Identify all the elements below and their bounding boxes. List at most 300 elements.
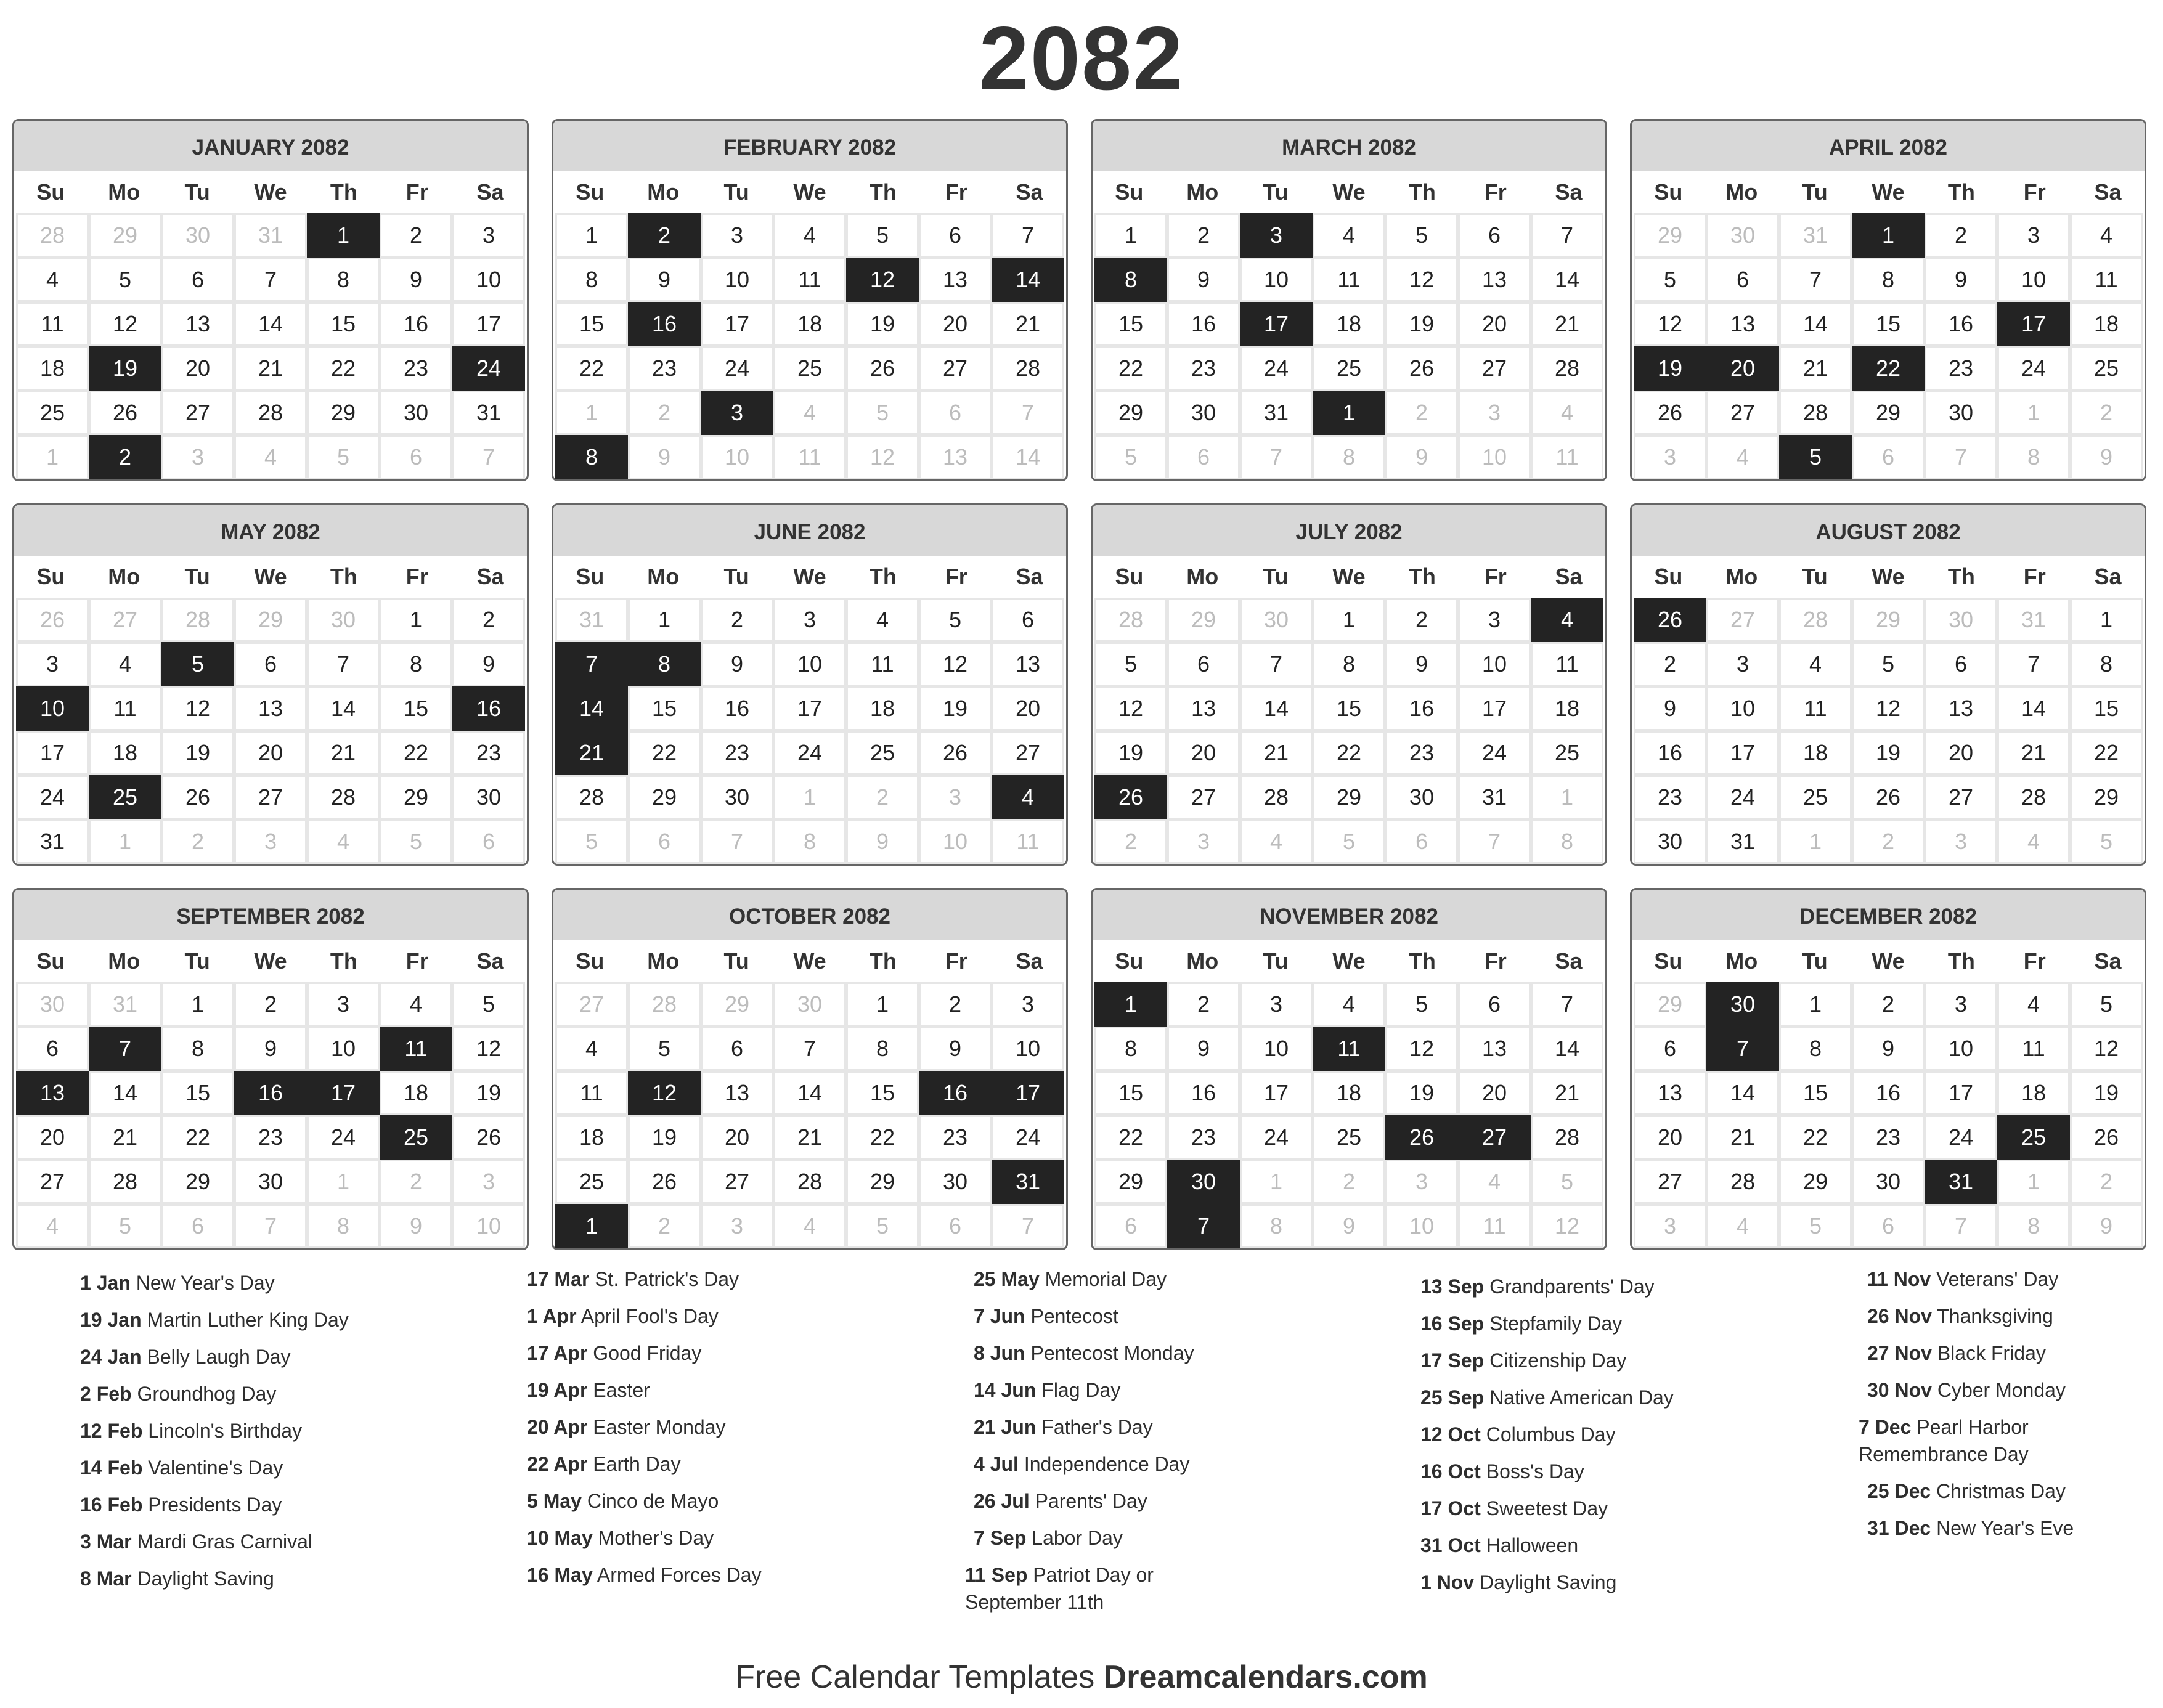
day-cell: 12 [1852, 686, 1925, 731]
day-cell: 10 [992, 1027, 1064, 1071]
day-cell: 28 [1779, 598, 1852, 642]
weekday-label: Su [1654, 564, 1683, 589]
day-cell: 3 [1634, 435, 1706, 479]
holiday-item [974, 1335, 1405, 1372]
weekday-label: Fr [945, 179, 967, 205]
holiday-date: 17 Mar [527, 1268, 590, 1290]
day-cell: 27 [1458, 346, 1531, 391]
day-cell: 24 [1925, 1115, 1997, 1160]
weekday-label: Tu [1263, 564, 1289, 589]
weekday-label: Th [1408, 948, 1436, 974]
day-cell: 28 [992, 346, 1064, 391]
day-cell: 9 [380, 1204, 452, 1248]
holiday-date: 12 Feb [80, 1420, 143, 1442]
day-cell: 13 [161, 302, 234, 346]
day-cell: 14 [1240, 686, 1313, 731]
holiday-item [1420, 1305, 1852, 1342]
day-cell: 4 [16, 1204, 89, 1248]
holiday-day-cell: 30 [1167, 1160, 1240, 1204]
day-cell: 3 [1925, 819, 1997, 864]
day-cell: 22 [555, 346, 628, 391]
weekday-header-row [553, 171, 1066, 213]
weekday-label: Mo [1725, 948, 1758, 974]
day-cell: 30 [16, 982, 89, 1027]
holiday-date: 25 Sep [1420, 1386, 1485, 1409]
holiday-item [80, 1375, 511, 1412]
day-cell: 5 [307, 435, 380, 479]
day-cell: 20 [1167, 731, 1240, 775]
weekday-label: Fr [2023, 564, 2046, 589]
month-title: FEBRUARY 2082 [553, 121, 1066, 171]
day-cell: 8 [1094, 1027, 1167, 1071]
weekday-label: Tu [184, 948, 210, 974]
holiday-day-cell: 3 [1240, 213, 1313, 258]
weekday-label: We [793, 564, 826, 589]
weekday-label: Th [1947, 948, 1975, 974]
weekday-label: We [254, 179, 287, 205]
holiday-name: Cyber Monday [1937, 1379, 2066, 1401]
holiday-name: Parents' Day [1035, 1490, 1147, 1512]
weekday-label: Fr [2023, 179, 2046, 205]
month-card [12, 888, 529, 1250]
weekday-label: We [1332, 179, 1366, 205]
weekday-label: Sa [476, 179, 504, 205]
holiday-item [527, 1482, 958, 1519]
holiday-day-cell: 11 [1313, 1027, 1385, 1071]
day-cell: 2 [919, 982, 992, 1027]
day-cell: 6 [919, 213, 992, 258]
footer-site-link[interactable]: Dreamcalendars.com [1103, 1659, 1428, 1695]
day-cell: 17 [1240, 1071, 1313, 1115]
day-cell: 30 [701, 775, 773, 819]
day-cell: 8 [1313, 435, 1385, 479]
holiday-day-cell: 30 [1706, 982, 1779, 1027]
day-cell: 5 [1385, 213, 1458, 258]
holiday-name: Citizenship Day [1489, 1349, 1627, 1372]
day-cell: 28 [555, 775, 628, 819]
day-cell: 18 [773, 302, 846, 346]
day-cell: 14 [1779, 302, 1852, 346]
holiday-name: Memorial Day [1045, 1268, 1167, 1290]
day-cell: 15 [1852, 302, 1925, 346]
holiday-name: Boss's Day [1486, 1460, 1584, 1482]
weekday-label: Fr [2023, 948, 2046, 974]
day-cell: 20 [1925, 731, 1997, 775]
day-cell: 3 [1385, 1160, 1458, 1204]
day-cell: 8 [1531, 819, 1603, 864]
day-cell: 6 [234, 642, 307, 686]
day-cell: 27 [1167, 775, 1240, 819]
weekday-label: Tu [184, 564, 210, 589]
weekday-label: Su [36, 948, 65, 974]
day-cell: 30 [1634, 819, 1706, 864]
day-cell: 19 [452, 1071, 525, 1115]
holiday-day-cell: 11 [380, 1027, 452, 1071]
holiday-item [527, 1446, 958, 1482]
holiday-name: Mardi Gras Carnival [137, 1531, 312, 1553]
day-cell: 7 [1925, 1204, 1997, 1248]
holiday-date: 21 Jun [974, 1416, 1037, 1438]
day-cell: 22 [1094, 1115, 1167, 1160]
day-cell: 7 [773, 1027, 846, 1071]
weekday-label: Tu [723, 564, 749, 589]
holiday-date: 16 Sep [1420, 1312, 1485, 1335]
weekday-label: Th [1408, 564, 1436, 589]
day-cell: 21 [773, 1115, 846, 1160]
weekday-label: Tu [184, 179, 210, 205]
weekday-label: Mo [108, 179, 141, 205]
month-card [1091, 888, 1607, 1250]
holiday-day-cell: 1 [1313, 391, 1385, 435]
day-cell: 10 [1240, 258, 1313, 302]
day-cell: 17 [1706, 731, 1779, 775]
day-cell: 16 [1634, 731, 1706, 775]
holiday-day-cell: 17 [992, 1071, 1064, 1115]
day-cell: 25 [773, 346, 846, 391]
weekday-label: Sa [2094, 948, 2122, 974]
holiday-item [1867, 1510, 2163, 1547]
weekday-label: Fr [1484, 564, 1507, 589]
holiday-day-cell: 26 [1385, 1115, 1458, 1160]
day-cell: 1 [1094, 213, 1167, 258]
day-cell: 22 [380, 731, 452, 775]
holiday-name: Labor Day [1032, 1527, 1123, 1549]
day-cell: 31 [1240, 391, 1313, 435]
weekday-label: Sa [1555, 179, 1583, 205]
holiday-item [1420, 1564, 1852, 1601]
day-cell: 21 [234, 346, 307, 391]
day-cell: 22 [161, 1115, 234, 1160]
day-cell: 7 [234, 258, 307, 302]
holiday-day-cell: 7 [1167, 1204, 1240, 1248]
day-cell: 10 [919, 819, 992, 864]
holiday-date: 16 May [527, 1564, 593, 1586]
day-cell: 27 [89, 598, 161, 642]
day-cell: 9 [1634, 686, 1706, 731]
weekday-label: Mo [108, 564, 141, 589]
day-cell: 29 [161, 1160, 234, 1204]
day-cell: 6 [919, 391, 992, 435]
holiday-day-cell: 25 [1997, 1115, 2070, 1160]
day-cell: 3 [701, 213, 773, 258]
holiday-item [527, 1409, 958, 1446]
day-cell: 28 [1240, 775, 1313, 819]
day-cell: 24 [16, 775, 89, 819]
day-cell: 15 [380, 686, 452, 731]
day-cell: 9 [1167, 258, 1240, 302]
day-cell: 31 [16, 819, 89, 864]
holiday-day-cell: 1 [1852, 213, 1925, 258]
day-cell: 15 [1779, 1071, 1852, 1115]
day-cell: 5 [1634, 258, 1706, 302]
day-cell: 22 [628, 731, 701, 775]
holiday-date: 12 Oct [1420, 1423, 1481, 1446]
holiday-date: 14 Jun [974, 1379, 1037, 1401]
month-card [1091, 119, 1607, 481]
holiday-date: 19 Apr [527, 1379, 588, 1401]
weekday-label: Tu [723, 948, 749, 974]
weekday-label: Mo [1186, 564, 1219, 589]
holiday-item [974, 1261, 1405, 1298]
weekday-label: Th [330, 564, 357, 589]
weekday-label: Su [1654, 179, 1683, 205]
day-cell: 4 [773, 391, 846, 435]
holiday-date: 13 Sep [1420, 1275, 1485, 1298]
weekday-label: Sa [1555, 948, 1583, 974]
day-cell: 28 [1094, 598, 1167, 642]
day-cell: 30 [1385, 775, 1458, 819]
day-cell: 1 [380, 598, 452, 642]
day-cell: 13 [992, 642, 1064, 686]
month-card [1630, 888, 2146, 1250]
day-cell: 18 [1997, 1071, 2070, 1115]
holiday-name: Belly Laugh Day [147, 1346, 291, 1368]
weekday-label: Fr [1484, 948, 1507, 974]
weekday-label: Su [36, 179, 65, 205]
day-cell: 9 [380, 258, 452, 302]
day-cell: 18 [1313, 1071, 1385, 1115]
day-cell: 11 [555, 1071, 628, 1115]
day-cell: 12 [1385, 258, 1458, 302]
weekday-label: Sa [1016, 179, 1043, 205]
holiday-day-cell: 1 [555, 1204, 628, 1248]
day-cell: 4 [89, 642, 161, 686]
day-cell: 10 [1458, 435, 1531, 479]
weekday-header-row [1632, 171, 2145, 213]
day-cell: 10 [701, 435, 773, 479]
month-title: DECEMBER 2082 [1632, 890, 2145, 940]
day-cell: 11 [1458, 1204, 1531, 1248]
day-cell: 10 [452, 1204, 525, 1248]
weekday-label: Tu [723, 179, 749, 205]
month-title: JUNE 2082 [553, 505, 1066, 556]
weekday-label: Mo [1186, 948, 1219, 974]
holiday-day-cell: 10 [16, 686, 89, 731]
day-cell: 31 [1706, 819, 1779, 864]
holiday-day-cell: 17 [1997, 302, 2070, 346]
day-cell: 24 [1706, 775, 1779, 819]
day-cell: 3 [1458, 391, 1531, 435]
day-cell: 23 [1167, 1115, 1240, 1160]
day-grid [14, 598, 527, 864]
day-cell: 30 [919, 1160, 992, 1204]
holiday-day-cell: 8 [628, 642, 701, 686]
day-cell: 8 [1997, 1204, 2070, 1248]
holiday-day-cell: 24 [452, 346, 525, 391]
day-cell: 11 [773, 435, 846, 479]
day-cell: 29 [628, 775, 701, 819]
day-cell: 19 [1852, 731, 1925, 775]
weekday-label: Tu [1802, 179, 1828, 205]
day-cell: 28 [1531, 1115, 1603, 1160]
day-cell: 18 [380, 1071, 452, 1115]
month-title: SEPTEMBER 2082 [14, 890, 527, 940]
day-cell: 7 [1240, 642, 1313, 686]
holiday-date: 31 Dec [1867, 1517, 1931, 1539]
day-cell: 6 [992, 598, 1064, 642]
day-grid [1093, 213, 1605, 479]
weekday-label: Su [1115, 948, 1144, 974]
day-grid [14, 982, 527, 1248]
day-cell: 8 [307, 258, 380, 302]
day-cell: 15 [1313, 686, 1385, 731]
day-cell: 2 [380, 1160, 452, 1204]
month-title: JULY 2082 [1093, 505, 1605, 556]
day-cell: 19 [846, 302, 919, 346]
day-cell: 13 [919, 435, 992, 479]
day-cell: 17 [1925, 1071, 1997, 1115]
day-cell: 9 [234, 1027, 307, 1071]
holiday-date: 3 Mar [80, 1531, 132, 1553]
day-cell: 7 [1531, 213, 1603, 258]
holiday-day-cell: 12 [846, 258, 919, 302]
day-cell: 28 [161, 598, 234, 642]
weekday-label: Fr [1484, 179, 1507, 205]
day-cell: 5 [1779, 1204, 1852, 1248]
day-cell: 14 [89, 1071, 161, 1115]
holiday-item [527, 1261, 958, 1298]
day-cell: 11 [1531, 642, 1603, 686]
weekday-label: Tu [1802, 948, 1828, 974]
day-cell: 4 [1706, 435, 1779, 479]
day-cell: 5 [846, 1204, 919, 1248]
day-cell: 7 [452, 435, 525, 479]
day-cell: 1 [1240, 1160, 1313, 1204]
day-cell: 18 [555, 1115, 628, 1160]
day-cell: 5 [555, 819, 628, 864]
day-cell: 12 [1385, 1027, 1458, 1071]
day-cell: 31 [234, 213, 307, 258]
day-cell: 1 [89, 819, 161, 864]
day-cell: 20 [161, 346, 234, 391]
day-cell: 18 [1531, 686, 1603, 731]
holiday-item [80, 1301, 511, 1338]
holiday-name: Groundhog Day [137, 1383, 277, 1405]
weekday-label: Th [330, 948, 357, 974]
holiday-item [1867, 1473, 2163, 1510]
day-cell: 29 [1094, 391, 1167, 435]
weekday-label: Mo [647, 179, 680, 205]
holiday-date: 5 May [527, 1490, 582, 1512]
day-cell: 1 [846, 982, 919, 1027]
day-cell: 3 [307, 982, 380, 1027]
day-cell: 1 [1997, 1160, 2070, 1204]
day-cell: 19 [1385, 302, 1458, 346]
day-cell: 3 [1458, 598, 1531, 642]
weekday-label: Sa [1016, 564, 1043, 589]
holiday-name: Halloween [1486, 1534, 1579, 1556]
day-cell: 3 [1997, 213, 2070, 258]
holiday-date: 2 Feb [80, 1383, 132, 1405]
day-cell: 20 [992, 686, 1064, 731]
weekday-header-row [1632, 556, 2145, 598]
holiday-item [1867, 1298, 2163, 1335]
day-cell: 2 [452, 598, 525, 642]
day-cell: 23 [1925, 346, 1997, 391]
day-cell: 10 [1458, 642, 1531, 686]
holiday-item [527, 1372, 958, 1409]
holiday-date: 8 Mar [80, 1568, 132, 1590]
day-cell: 8 [1997, 435, 2070, 479]
holiday-item [1420, 1342, 1852, 1379]
holiday-date: 16 Oct [1420, 1460, 1481, 1482]
day-cell: 14 [234, 302, 307, 346]
day-cell: 11 [1779, 686, 1852, 731]
day-cell: 28 [234, 391, 307, 435]
holiday-date: 20 Apr [527, 1416, 588, 1438]
holiday-name: Valentine's Day [148, 1457, 283, 1479]
holiday-day-cell: 31 [992, 1160, 1064, 1204]
day-cell: 6 [1458, 213, 1531, 258]
day-cell: 5 [2070, 819, 2143, 864]
day-cell: 8 [1313, 642, 1385, 686]
holiday-day-cell: 21 [555, 731, 628, 775]
day-cell: 4 [1313, 982, 1385, 1027]
holiday-day-cell: 19 [89, 346, 161, 391]
day-cell: 13 [1458, 258, 1531, 302]
day-cell: 29 [307, 391, 380, 435]
day-cell: 3 [452, 213, 525, 258]
weekday-label: Tu [1802, 564, 1828, 589]
holiday-item [1420, 1453, 1852, 1490]
weekday-label: Mo [108, 948, 141, 974]
holiday-date: 7 Jun [974, 1305, 1025, 1327]
holiday-day-cell: 26 [1634, 598, 1706, 642]
weekday-label: Tu [1263, 948, 1289, 974]
day-cell: 15 [307, 302, 380, 346]
weekday-header-row [14, 556, 527, 598]
day-cell: 12 [846, 435, 919, 479]
day-cell: 28 [628, 982, 701, 1027]
day-cell: 25 [16, 391, 89, 435]
day-cell: 7 [1779, 258, 1852, 302]
day-cell: 27 [1925, 775, 1997, 819]
holiday-date: 11 Sep [965, 1564, 1028, 1586]
day-cell: 5 [89, 258, 161, 302]
holiday-date: 1 Nov [1420, 1571, 1475, 1593]
day-cell: 23 [628, 346, 701, 391]
weekday-label: Th [1408, 179, 1436, 205]
day-cell: 14 [992, 435, 1064, 479]
weekday-label: Su [576, 948, 605, 974]
day-cell: 6 [380, 435, 452, 479]
day-cell: 29 [1634, 213, 1706, 258]
holiday-date: 16 Feb [80, 1494, 143, 1516]
day-cell: 11 [1313, 258, 1385, 302]
weekday-header-row [1093, 171, 1605, 213]
day-cell: 17 [452, 302, 525, 346]
weekday-label: We [1332, 564, 1366, 589]
day-cell: 28 [16, 213, 89, 258]
day-cell: 1 [1313, 598, 1385, 642]
day-cell: 9 [1385, 642, 1458, 686]
holiday-name: Easter [593, 1379, 650, 1401]
day-cell: 1 [1531, 775, 1603, 819]
holiday-day-cell: 31 [1925, 1160, 1997, 1204]
day-cell: 8 [2070, 642, 2143, 686]
day-cell: 11 [16, 302, 89, 346]
day-cell: 7 [992, 213, 1064, 258]
holiday-day-cell: 16 [628, 302, 701, 346]
holiday-item [974, 1298, 1405, 1335]
day-cell: 23 [1167, 346, 1240, 391]
day-cell: 30 [307, 598, 380, 642]
day-cell: 1 [1997, 391, 2070, 435]
day-cell: 4 [1997, 819, 2070, 864]
day-cell: 9 [628, 435, 701, 479]
holiday-date: 26 Nov [1867, 1305, 1932, 1327]
day-cell: 10 [701, 258, 773, 302]
